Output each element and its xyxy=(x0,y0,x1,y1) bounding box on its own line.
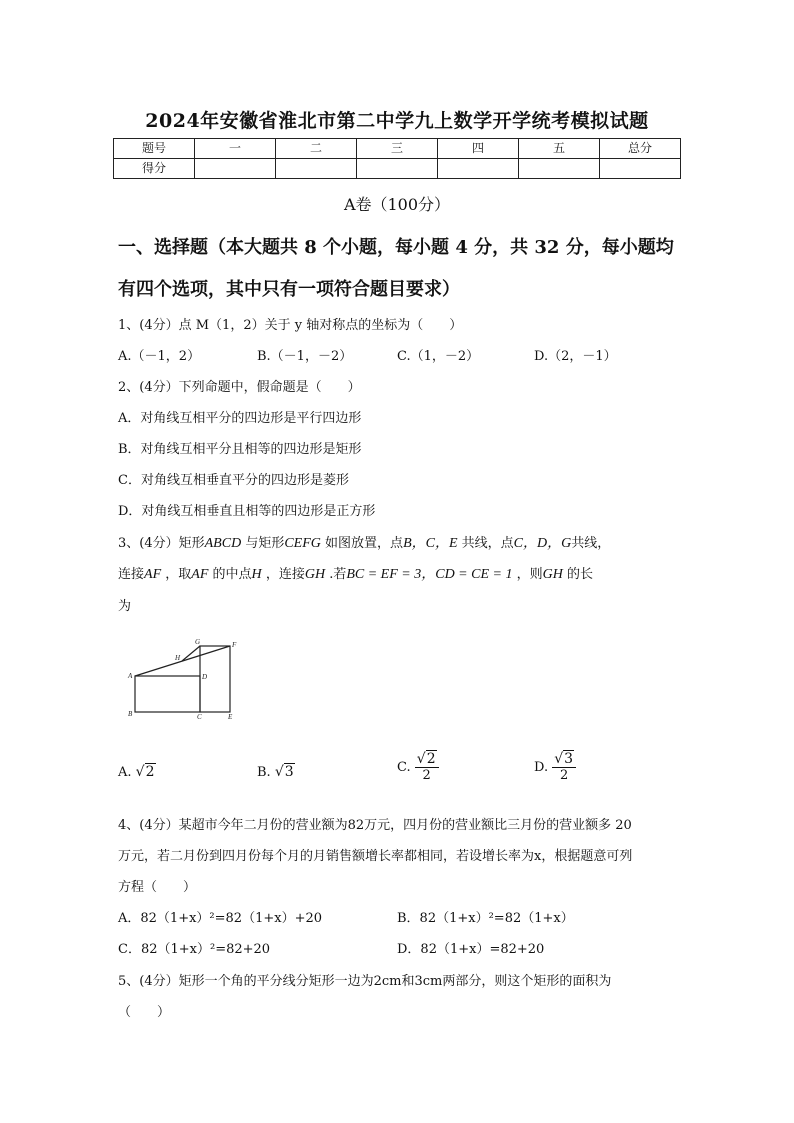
q3-text: 共线， xyxy=(571,536,611,551)
score-row-label: 得分 xyxy=(114,159,195,179)
q4-option-a: A．82（1+x）²=82（1+x）+20 xyxy=(118,911,323,926)
score-header-cell: 总分 xyxy=(600,139,681,159)
q3-denominator: 2 xyxy=(560,768,569,783)
rect-abcd xyxy=(135,676,200,712)
q3-text: 的长 xyxy=(567,567,594,582)
q3-text: 3、(4分）矩形 xyxy=(118,536,205,551)
q3-option-label: B. xyxy=(257,765,271,780)
section1-heading-line1: 一、选择题（本大题共 8 个小题，每小题 4 分，共 32 分，每小题均 xyxy=(118,237,674,258)
q3-math: H xyxy=(251,567,262,582)
score-cell xyxy=(357,159,438,179)
score-cell xyxy=(438,159,519,179)
q3-option-b: B. √3 xyxy=(257,764,294,780)
q3-option-d: D. $\frac{√3}{2}$ xyxy=(534,752,576,783)
q4-option-c: C．82（1+x）²=82+20 xyxy=(118,942,271,957)
q3-math: GH xyxy=(542,567,563,582)
q3-line2 xyxy=(118,563,593,583)
q1-option-c: C.（1，－2） xyxy=(397,349,480,364)
label-g: G xyxy=(195,638,201,646)
q3-denominator: 2 xyxy=(422,768,431,783)
q3-text: 共线，点 xyxy=(461,536,514,551)
label-c: C xyxy=(197,713,202,721)
q5-line1: 5、(4分）矩形一个角的平分线分矩形一边为2cm和3cm两部分，则这个矩形的面积为 xyxy=(118,974,612,989)
score-header-cell: 二 xyxy=(276,139,357,159)
score-cell xyxy=(276,159,357,179)
q2-stem: 2、(4分）下列命题中，假命题是（ ） xyxy=(118,380,361,395)
q2-option-c: C．对角线互相垂直平分的四边形是菱形 xyxy=(118,473,349,488)
q3-radicand: 3 xyxy=(284,764,294,780)
label-b: B xyxy=(128,710,133,718)
q3-math: AF xyxy=(144,567,162,582)
score-cell xyxy=(519,159,600,179)
q3-radicand: 2 xyxy=(426,751,436,767)
label-e: E xyxy=(228,713,233,721)
q3-math: BC = EF = 3，CD = CE = 1 xyxy=(346,567,513,582)
q3-text: 的中点 xyxy=(212,567,252,582)
score-cell xyxy=(600,159,681,179)
score-header-cell: 题号 xyxy=(114,139,195,159)
score-header-cell: 一 xyxy=(195,139,276,159)
page-title: 2024年安徽省淮北市第二中学九上数学开学统考模拟试题 xyxy=(145,110,649,132)
label-a: A xyxy=(128,672,133,680)
q4-option-d: D．82（1+x）=82+20 xyxy=(397,942,545,957)
q3-text: 连接 xyxy=(118,567,145,582)
section1-heading-line2: 有四个选项，其中只有一项符合题目要求） xyxy=(118,279,460,300)
q3-option-a: A. √2 xyxy=(118,764,155,780)
label-f: F xyxy=(232,641,237,649)
score-table-score-row xyxy=(114,159,681,179)
score-table-header-row xyxy=(114,139,681,159)
q3-radicand: 2 xyxy=(145,764,155,780)
q1-option-a: A.（－1，2） xyxy=(118,349,201,364)
q5-line2: （ ） xyxy=(118,1005,171,1020)
q1-option-b: B.（－1，－2） xyxy=(257,349,353,364)
q3-radicand: 3 xyxy=(564,751,574,767)
label-d: D xyxy=(202,673,208,681)
q3-math: C，D，G xyxy=(513,536,572,551)
q2-option-b: B．对角线互相平分且相等的四边形是矩形 xyxy=(118,442,362,457)
q3-option-c: C. $\frac{√2}{2}$ xyxy=(397,752,439,783)
q3-figure xyxy=(125,636,250,726)
q3-text: ，连接 xyxy=(265,567,305,582)
q4-option-b: B．82（1+x）²=82（1+x） xyxy=(397,911,574,926)
q3-option-label: C. xyxy=(397,760,411,775)
q1-option-d: D.（2，－1） xyxy=(534,349,617,364)
section-a-label: A卷（100分） xyxy=(343,195,451,214)
q4-line1: 4、(4分）某超市今年二月份的营业额为82万元，四月份的营业额比三月份的营业额多 20 xyxy=(118,818,632,833)
q3-text: ，则 xyxy=(516,567,543,582)
score-header-cell: 四 xyxy=(438,139,519,159)
q3-option-label: D. xyxy=(534,760,549,775)
score-table xyxy=(113,138,681,179)
q3-math: AF xyxy=(191,567,209,582)
q3-line3: 为 xyxy=(118,599,132,614)
q4-line3: 方程（ ） xyxy=(118,880,197,895)
q3-text: ，取 xyxy=(165,567,192,582)
score-cell xyxy=(195,159,276,179)
score-header-cell: 三 xyxy=(357,139,438,159)
q3-text: 如图放置，点 xyxy=(325,536,404,551)
q2-option-d: D．对角线互相垂直且相等的四边形是正方形 xyxy=(118,504,376,519)
q4-line2: 万元，若二月份到四月份每个月的月销售额增长率都相同，若设增长率为x，根据题意可列 xyxy=(118,849,633,864)
q3-math: B，C，E xyxy=(403,536,458,551)
q3-option-label: A. xyxy=(118,765,132,780)
q3-math: ABCD xyxy=(204,536,242,551)
q2-option-a: A．对角线互相平分的四边形是平行四边形 xyxy=(118,411,362,426)
q3-text: .若 xyxy=(329,567,347,582)
q3-text: 与矩形 xyxy=(245,536,285,551)
q3-line1 xyxy=(118,532,610,552)
q3-math: GH xyxy=(304,567,326,582)
q1-stem: 1、(4分）点 M（1，2）关于 y 轴对称点的坐标为（ ） xyxy=(118,318,463,333)
label-h: H xyxy=(175,654,181,662)
score-header-cell: 五 xyxy=(519,139,600,159)
q3-math: CEFG xyxy=(284,536,321,551)
